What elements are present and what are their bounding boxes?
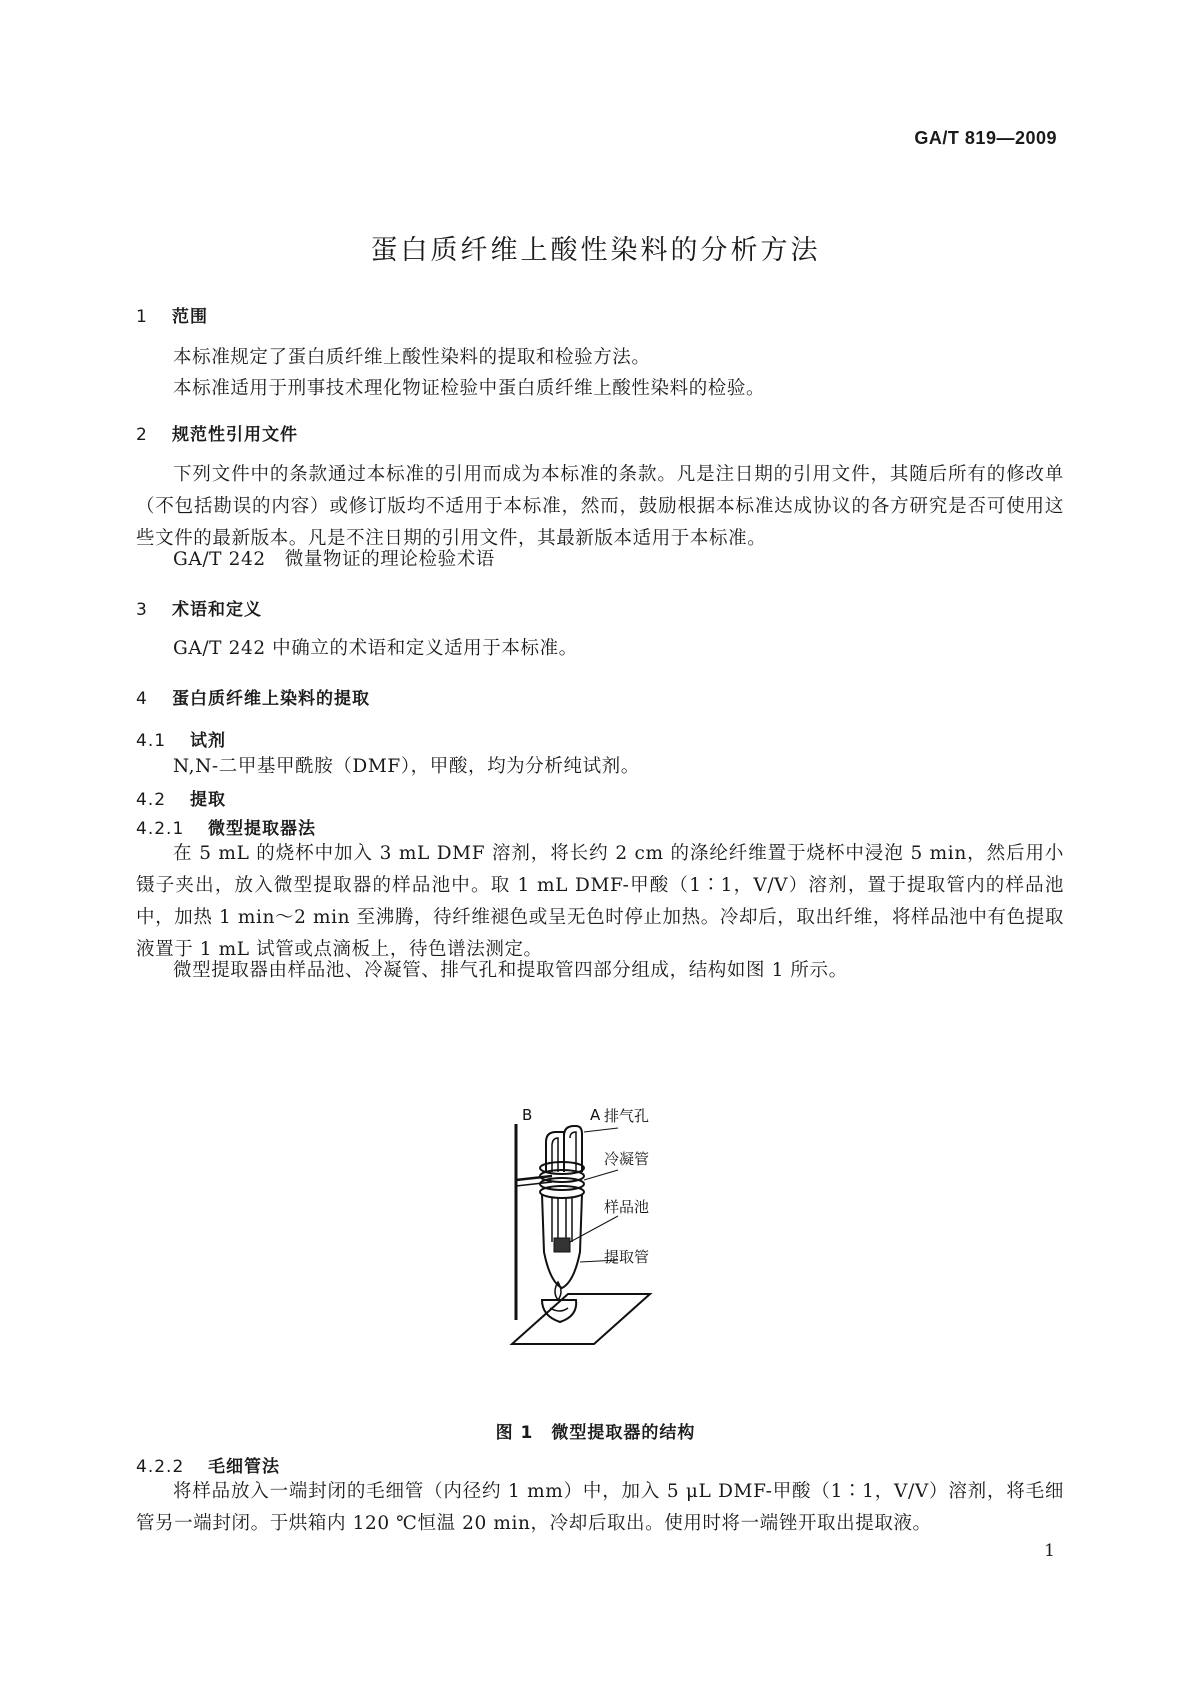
section-4-2-2-paragraph-1: 将样品放入一端封闭的毛细管（内径约 1 mm）中，加入 5 μL DMF-甲酸（1∶1，V/V）溶剂，将毛细管另一端封闭。于烘箱内 120 ℃恒温 20 min，冷却后取出。使用时将一端锉开取出提取液。 [136, 1481, 1064, 1534]
leader-line [584, 1170, 618, 1180]
section-2-paragraph-1: 下列文件中的条款通过本标准的引用而成为本标准的条款。凡是注日期的引用文件，其随后所有的修改单（不包括勘误的内容）或修订版均不适用于本标准，然而，鼓励根据本标准达成协议的各方研究是否可使用这些文件的最新版本。凡是不注日期的引用文件，其最新版本适用于本标准。 [136, 464, 1064, 549]
section-number: 2 [136, 425, 148, 445]
section-title: 规范性引用文件 [172, 425, 298, 445]
section-2-heading [136, 420, 298, 445]
section-title: 蛋白质纤维上染料的提取 [172, 689, 370, 709]
section-1-paragraph-1: 本标准规定了蛋白质纤维上酸性染料的提取和检验方法。 [173, 347, 651, 368]
label-a: A [590, 1106, 601, 1124]
label-b: B [522, 1106, 533, 1124]
leader-line [584, 1128, 618, 1132]
section-4-2-2-heading [136, 1452, 280, 1477]
page-number: 1 [1044, 1541, 1055, 1561]
figure-caption: 图 1 微型提取器的结构 [495, 1423, 696, 1443]
clamp-arm-lower [516, 1182, 552, 1186]
standard-number: GA/T 819—2009 [914, 128, 1057, 148]
section-number: 3 [136, 600, 148, 620]
leader-line [570, 1216, 618, 1242]
section-title: 范围 [172, 307, 208, 327]
label-condenser: 冷凝管 [604, 1150, 650, 1168]
section-title: 术语和定义 [172, 600, 262, 620]
vent-tube-inner [570, 1132, 576, 1172]
label-sample-pool: 样品池 [604, 1198, 650, 1216]
section-number: 4 [136, 689, 148, 709]
label-extraction-tube: 提取管 [604, 1248, 650, 1266]
section-4-2-1-heading [136, 814, 316, 839]
section-number: 4.2.1 [136, 819, 185, 839]
sample-pool [554, 1238, 570, 1252]
section-title: 提取 [190, 790, 226, 810]
section-4-1-paragraph-1: N,N-二甲基甲酰胺（DMF），甲酸，均为分析纯试剂。 [173, 756, 640, 777]
section-4-heading [136, 684, 370, 709]
section-number: 1 [136, 307, 148, 327]
section-title: 微型提取器法 [208, 819, 316, 839]
normative-reference: GA/T 242 微量物证的理论检验术语 [173, 549, 495, 570]
section-3-paragraph-1: GA/T 242 中确立的术语和定义适用于本标准。 [173, 638, 578, 659]
section-4-2-heading [136, 785, 226, 810]
condenser-coil [540, 1186, 584, 1198]
section-number: 4.2 [136, 790, 167, 810]
section-1-heading [136, 302, 208, 327]
micro-extractor-diagram [500, 1102, 730, 1358]
document-title: 蛋白质纤维上酸性染料的分析方法 [370, 235, 821, 266]
section-4-2-1-paragraph-1: 在 5 mL 的烧杯中加入 3 mL DMF 溶剂，将长约 2 cm 的涤纶纤维置于烧杯中浸泡 5 min，然后用小镊子夹出，放入微型提取器的样品池中。取 1 mL DMF-甲酸（1∶1，V/V）溶剂，置于提取管内的样品池中，加热 1 min～2 min 至沸腾，待纤维褪色或呈无色时停止加热。冷却后，取出纤维，将样品池中有色提取液置于 1 mL 试管或点滴板上，待色谱法测定。 [136, 843, 1064, 960]
section-1-paragraph-2: 本标准适用于刑事技术理化物证检验中蛋白质纤维上酸性染料的检验。 [173, 378, 766, 399]
section-4-2-1-paragraph-2: 微型提取器由样品池、冷凝管、排气孔和提取管四部分组成，结构如图 1 所示。 [173, 960, 848, 981]
base-plate [512, 1294, 650, 1344]
section-number: 4.2.2 [136, 1457, 185, 1477]
section-title: 试剂 [190, 731, 226, 751]
label-vent: 排气孔 [604, 1107, 650, 1125]
section-number: 4.1 [136, 731, 167, 751]
inlet-tube-inner [552, 1138, 558, 1172]
section-4-1-heading [136, 726, 226, 751]
section-3-heading [136, 595, 262, 620]
section-title: 毛细管法 [208, 1457, 280, 1477]
